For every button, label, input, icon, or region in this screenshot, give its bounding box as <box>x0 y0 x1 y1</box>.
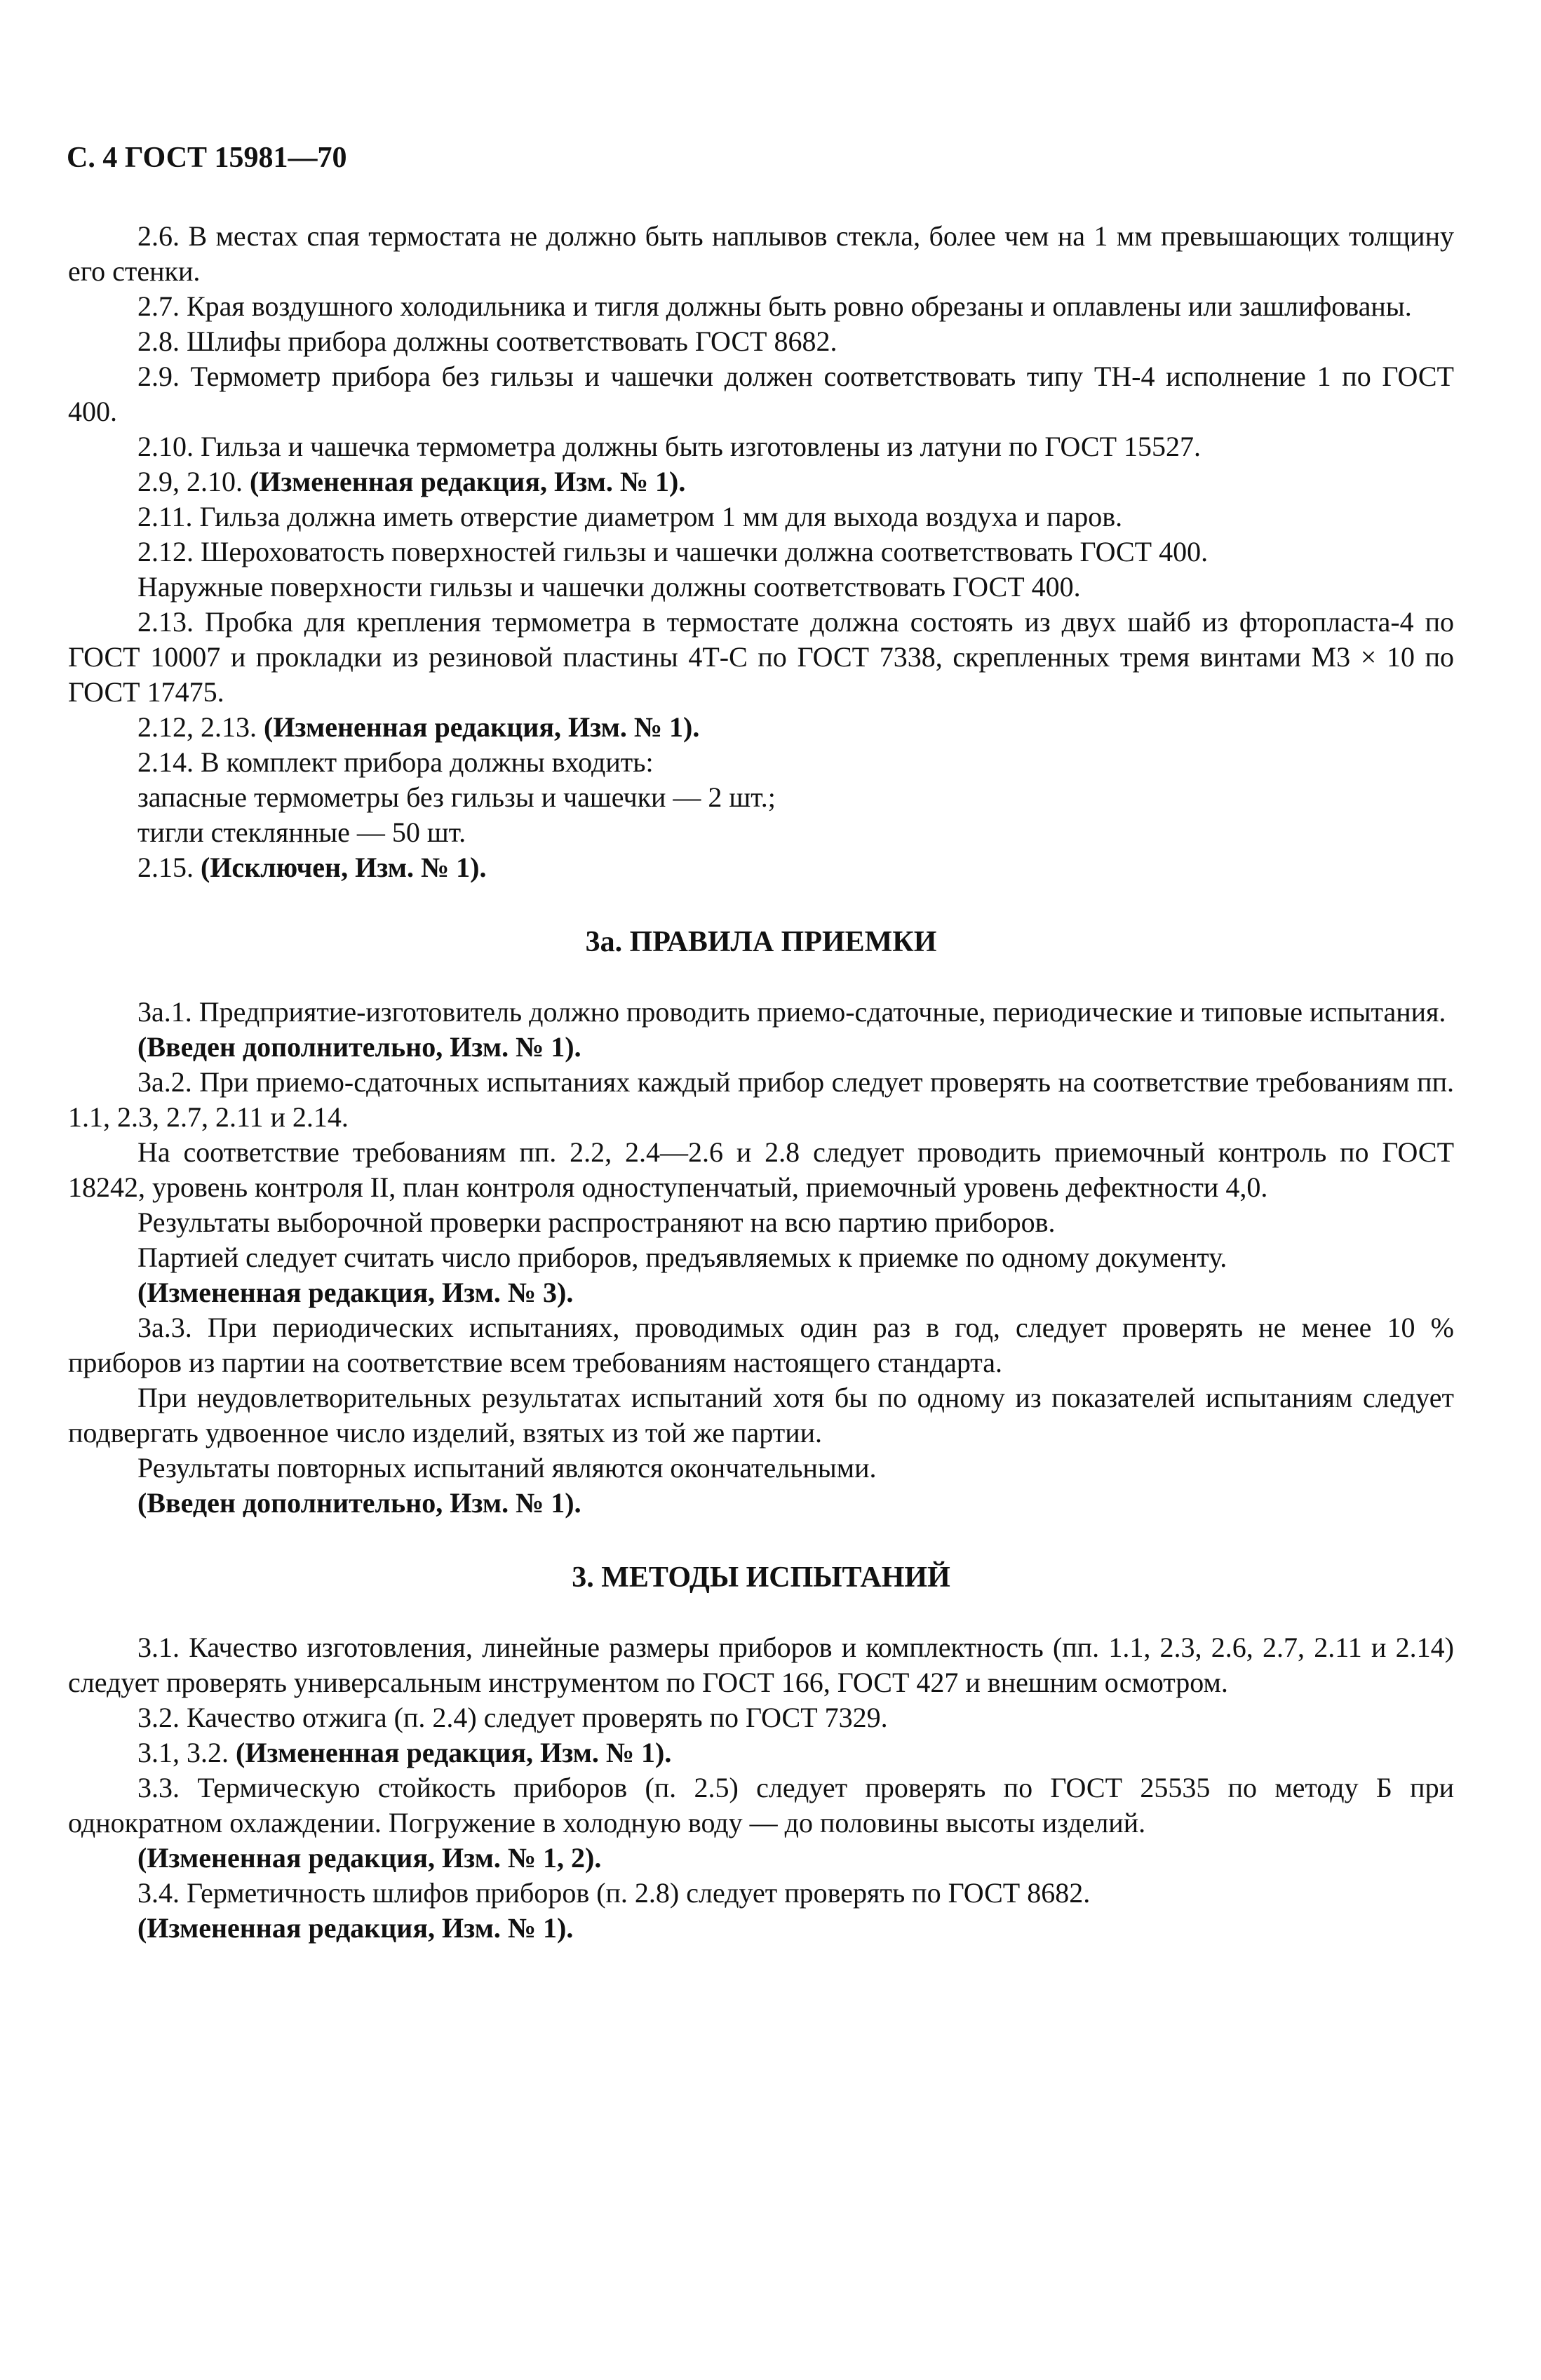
amendment-note: (Измененная редакция, Изм. № 1). <box>250 466 686 497</box>
paragraph-text: 3.3. Термическую стойкость приборов (п. 2.5) следует проверять по ГОСТ 25535 по методу Б при однократном охлаждении. Погружение в холодную воду — до половины высоты изделий. <box>68 1772 1454 1838</box>
paragraph <box>68 1240 1454 1275</box>
paragraph <box>68 1841 1454 1876</box>
paragraph <box>68 1486 1454 1521</box>
amendment-note: (Введен дополнительно, Изм. № 1). <box>137 1031 581 1063</box>
amendment-note: (Измененная редакция, Изм. № 3). <box>137 1277 574 1308</box>
paragraph <box>68 780 1454 815</box>
section-title-test-methods: 3. МЕТОДЫ ИСПЫТАНИЙ <box>572 1561 950 1594</box>
paragraph-text: 2.15. <box>137 852 194 883</box>
paragraph <box>68 359 1454 429</box>
paragraph <box>68 289 1454 324</box>
paragraph <box>68 1876 1454 1911</box>
paragraph-text: 2.11. Гильза должна иметь отверстие диаметром 1 мм для выхода воздуха и паров. <box>137 501 1123 532</box>
paragraph <box>68 1310 1454 1380</box>
paragraph-text: 3.2. Качество отжига (п. 2.4) следует проверять по ГОСТ 7329. <box>137 1702 888 1733</box>
paragraph <box>68 429 1454 464</box>
section-3-body <box>68 1630 1454 1946</box>
paragraph <box>68 605 1454 710</box>
paragraph-text: 3.1, 3.2. <box>137 1737 229 1768</box>
amendment-note: (Введен дополнительно, Изм. № 1). <box>137 1487 581 1519</box>
paragraph <box>68 1205 1454 1240</box>
paragraph <box>68 1030 1454 1065</box>
paragraph-text: 2.13. Пробка для крепления термометра в термостате должна состоять из двух шайб из фторопласта-4 по ГОСТ 10007 и прокладки из резиновой пластины 4Т-С по ГОСТ 7338, скрепленных тремя винтами М3 × 10 по ГОСТ 17475. <box>68 606 1454 708</box>
document-page <box>68 140 1454 1946</box>
paragraph-text: 3.1. Качество изготовления, линейные размеры приборов и комплектность (пп. 1.1, 2.3, 2.6, 2.7, 2.11 и 2.14) следует проверять универсальным инструментом по ГОСТ 166, ГОСТ 427 и внешним осмотром. <box>68 1632 1454 1698</box>
paragraph-text: Результаты выборочной проверки распространяют на всю партию приборов. <box>137 1206 1056 1238</box>
paragraph <box>68 1911 1454 1946</box>
paragraph-text: 2.7. Края воздушного холодильника и тигля должны быть ровно обрезаны и оплавлены или зашлифованы. <box>137 290 1412 322</box>
paragraph <box>68 1135 1454 1205</box>
paragraph <box>68 499 1454 535</box>
paragraph-text: 2.14. В комплект прибора должны входить: <box>137 746 654 778</box>
paragraph <box>68 1700 1454 1735</box>
paragraph-text: 2.6. В местах спая термостата не должно быть наплывов стекла, более чем на 1 мм превышающих толщину его стенки. <box>68 220 1454 287</box>
amendment-note: (Измененная редакция, Изм. № 1, 2). <box>137 1842 602 1874</box>
paragraph-text: 2.12, 2.13. <box>137 711 257 743</box>
paragraph-text: тигли стеклянные — 50 шт. <box>137 816 466 848</box>
paragraph <box>68 850 1454 885</box>
paragraph <box>68 1275 1454 1310</box>
amendment-note: (Измененная редакция, Изм. № 1). <box>236 1737 672 1768</box>
page-header: С. 4 ГОСТ 15981—70 <box>67 142 347 174</box>
paragraph-text: 2.12. Шероховатость поверхностей гильзы и чашечки должна соответствовать ГОСТ 400. <box>137 536 1209 567</box>
paragraph-text: На соответствие требованиям пп. 2.2, 2.4—2.6 и 2.8 следует проводить приемочный контроль по ГОСТ 18242, уровень контроля II, план контроля одноступенчатый, приемочный уровень дефектности 4,0. <box>68 1136 1454 1203</box>
paragraph-text: 3.4. Герметичность шлифов приборов (п. 2.8) следует проверять по ГОСТ 8682. <box>137 1877 1091 1909</box>
amendment-note: (Измененная редакция, Изм. № 1). <box>137 1912 574 1944</box>
paragraph-text: запасные термометры без гильзы и чашечки — 2 шт.; <box>137 781 776 813</box>
paragraph <box>68 464 1454 499</box>
paragraph <box>68 1630 1454 1700</box>
section-2-continued <box>68 219 1454 885</box>
paragraph-text: При неудовлетворительных результатах испытаний хотя бы по одному из показателей испытаниям следует подвергать удвоенное число изделий, взятых из той же партии. <box>68 1382 1454 1448</box>
paragraph <box>68 745 1454 780</box>
paragraph <box>68 1770 1454 1841</box>
amendment-note: (Измененная редакция, Изм. № 1). <box>264 711 700 743</box>
paragraph <box>68 1380 1454 1451</box>
section-title-acceptance-rules: 3а. ПРАВИЛА ПРИЕМКИ <box>585 926 937 958</box>
paragraph-text: 3а.2. При приемо-сдаточных испытаниях каждый прибор следует проверять на соответствие требованиям пп. 1.1, 2.3, 2.7, 2.11 и 2.14. <box>68 1066 1454 1133</box>
paragraph-text: 2.9. Термометр прибора без гильзы и чашечки должен соответствовать типу ТН-4 исполнение 1 по ГОСТ 400. <box>68 361 1454 427</box>
paragraph <box>68 570 1454 605</box>
paragraph <box>68 1735 1454 1770</box>
paragraph <box>68 995 1454 1030</box>
paragraph-text: Результаты повторных испытаний являются окончательными. <box>137 1452 877 1484</box>
paragraph <box>68 1065 1454 1135</box>
paragraph-text: Наружные поверхности гильзы и чашечки должны соответствовать ГОСТ 400. <box>137 571 1081 603</box>
paragraph-text: 2.10. Гильза и чашечка термометра должны быть изготовлены из латуни по ГОСТ 15527. <box>137 431 1201 462</box>
paragraph <box>68 1451 1454 1486</box>
paragraph <box>68 815 1454 850</box>
section-3a-body <box>68 995 1454 1521</box>
amendment-note: (Исключен, Изм. № 1). <box>201 852 487 883</box>
paragraph-text: 3а.3. При периодических испытаниях, проводимых один раз в год, следует проверять не менее 10 % приборов из партии на соответствие всем требованиям настоящего стандарта. <box>68 1312 1454 1378</box>
paragraph <box>68 710 1454 745</box>
paragraph <box>68 219 1454 289</box>
paragraph <box>68 324 1454 359</box>
paragraph-text: 2.8. Шлифы прибора должны соответствовать ГОСТ 8682. <box>137 325 837 357</box>
paragraph-text: 2.9, 2.10. <box>137 466 243 497</box>
paragraph-text: 3а.1. Предприятие-изготовитель должно проводить приемо-сдаточные, периодические и типовые испытания. <box>137 996 1446 1028</box>
paragraph-text: Партией следует считать число приборов, предъявляемых к приемке по одному документу. <box>137 1242 1227 1273</box>
paragraph <box>68 535 1454 570</box>
